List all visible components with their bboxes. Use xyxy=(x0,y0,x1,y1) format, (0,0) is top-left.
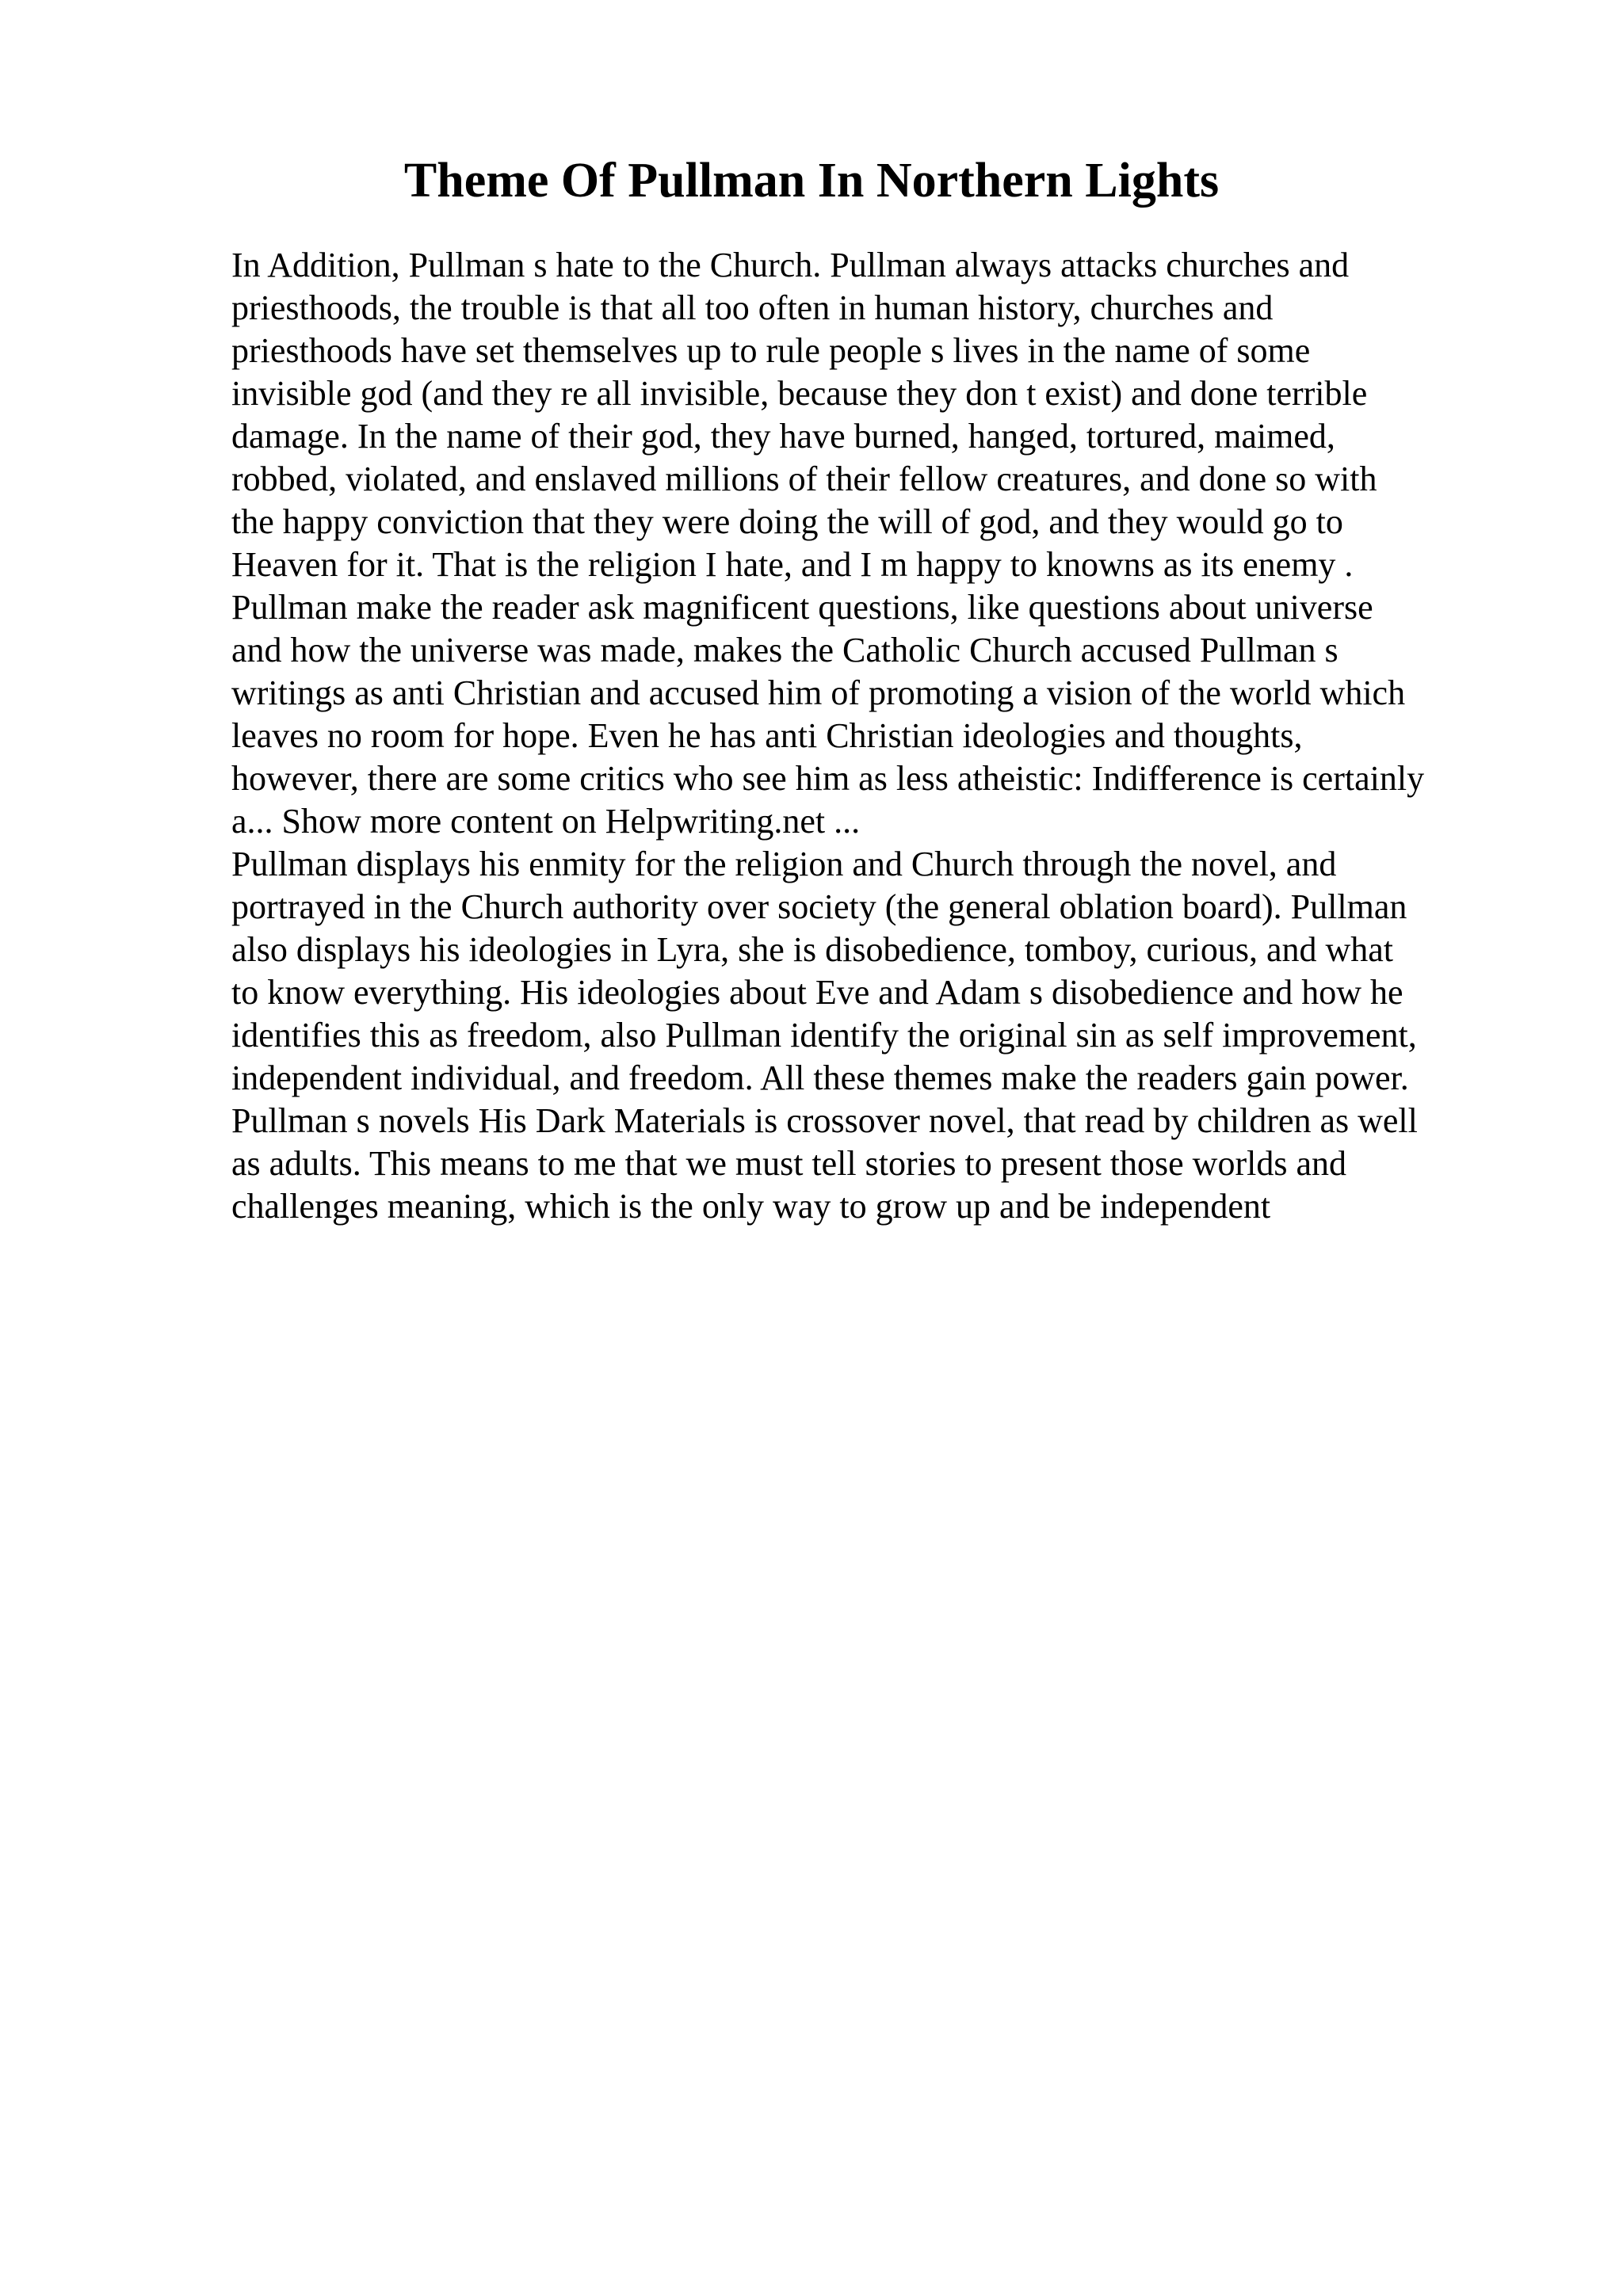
page-title: Theme Of Pullman In Northern Lights xyxy=(403,154,1220,208)
text-line: portrayed in the Church authority over society (the general oblation board). Pullman xyxy=(231,887,1407,926)
text-line: priesthoods, the trouble is that all too often in human history, churches and xyxy=(231,288,1274,327)
text-line: priesthoods have set themselves up to rule people s lives in the name of some xyxy=(231,331,1311,370)
text-line: Heaven for it. That is the religion I hate, and I m happy to knowns as its enemy . xyxy=(231,545,1354,584)
text-line: leaves no room for hope. Even he has anti Christian ideologies and thoughts, xyxy=(231,716,1303,755)
text-line: In Addition, Pullman s hate to the Church. Pullman always attacks churches and xyxy=(231,246,1350,284)
text-line: to know everything. His ideologies about Eve and Adam s disobedience and how he xyxy=(231,973,1403,1012)
text-line: also displays his ideologies in Lyra, she is disobedience, tomboy, curious, and what xyxy=(231,930,1394,969)
text-line: Pullman make the reader ask magnificent questions, like questions about universe xyxy=(231,588,1373,627)
text-line: and how the universe was made, makes the Catholic Church accused Pullman s xyxy=(231,631,1338,669)
text-line: as adults. This means to me that we must tell stories to present those worlds and xyxy=(231,1144,1346,1183)
text-line: invisible god (and they re all invisible, because they don t exist) and done terrible xyxy=(231,374,1368,413)
text-line: a... Show more content on Helpwriting.net ... xyxy=(231,802,861,841)
text-line: damage. In the name of their god, they have burned, hanged, tortured, maimed, xyxy=(231,417,1335,456)
text-line: however, there are some critics who see him as less atheistic: Indifference is certainly xyxy=(231,759,1425,798)
text-line: the happy conviction that they were doing the will of god, and they would go to xyxy=(231,502,1343,541)
body-text xyxy=(231,244,1515,1228)
text-line: independent individual, and freedom. All these themes make the readers gain power. xyxy=(231,1058,1409,1097)
text-line: robbed, violated, and enslaved millions of their fellow creatures, and done so with xyxy=(231,460,1377,498)
text-line: Pullman displays his enmity for the religion and Church through the novel, and xyxy=(231,845,1337,883)
text-line: identifies this as freedom, also Pullman identify the original sin as self improvement, xyxy=(231,1016,1417,1055)
text-line: Pullman s novels His Dark Materials is crossover novel, that read by children as well xyxy=(231,1101,1418,1140)
text-line: challenges meaning, which is the only way to grow up and be independent xyxy=(231,1187,1271,1226)
text-line: writings as anti Christian and accused him of promoting a vision of the world which xyxy=(231,673,1406,712)
